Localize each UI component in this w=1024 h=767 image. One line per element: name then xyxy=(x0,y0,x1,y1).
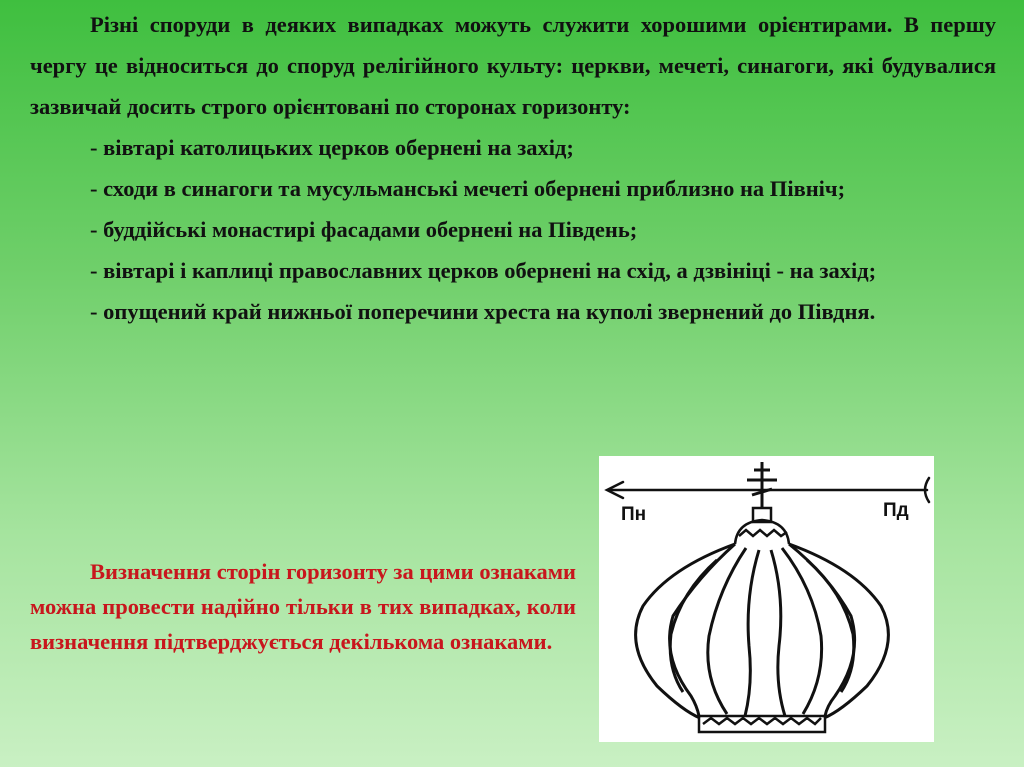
list-item-buddhist: - буддійські монастирі фасадами обернені на Південь; xyxy=(90,217,638,242)
north-label: Пн xyxy=(621,504,647,525)
dome-base xyxy=(699,716,825,732)
dome-body xyxy=(636,544,889,718)
south-label: Пд xyxy=(883,500,909,521)
note-paragraph: Визначення сторін горизонту за цими ознаками можна провести надійно тільки в тих випадках, коли визначення підтверджується декількома ознаками. xyxy=(30,559,576,654)
dome-top xyxy=(735,508,789,544)
dome-illustration xyxy=(599,456,934,742)
church-dome-figure xyxy=(599,456,934,742)
list-item-synagogue-mosque: - сходи в синагоги та мусульманські мечеті обернені приблизно на Північ; xyxy=(90,176,846,201)
main-text xyxy=(30,4,996,332)
list-item-cross: - опущений край нижньої поперечини хреста на куполі звернений до Півдня. xyxy=(90,299,876,324)
list-item-catholic: - вівтарі католицьких церков обернені на захід; xyxy=(90,135,574,160)
list-item-orthodox: - вівтарі і каплиці православних церков обернені на схід, а дзвініці - на захід; xyxy=(90,258,877,283)
cross-icon xyxy=(747,462,777,508)
intro-paragraph: Різні споруди в деяких випадках можуть служити хорошими орієнтирами. В першу чергу це відноситься до споруд релігійного культу: церкви, мечеті, синагоги, які будувалися зазвичай досить строго орієнтовані по сторонах горизонту: xyxy=(30,12,996,119)
